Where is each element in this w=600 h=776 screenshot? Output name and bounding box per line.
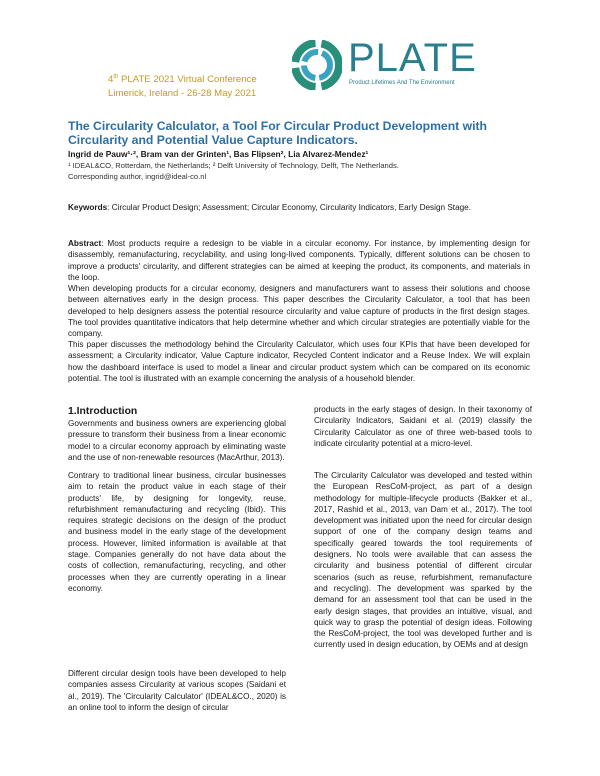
abstract-label: Abstract [68, 239, 102, 248]
logo-wordmark: PLATE [348, 36, 477, 80]
abstract-text-1: : Most products require a redesign to be viable in a circular economy. For instance, by implementing design for disassembly, remanufacturing, recyclability, and using long-lived components. Typically, different solutions can be chosen to improve a products' circularity, and different strategies can be aimed at keeping the product, its components, and materials in the loop. [68, 239, 530, 282]
keywords-text: : Circular Product Design; Assessment; Circular Economy, Circularity Indicators, Early Design Stage. [107, 203, 472, 212]
intro-col1-paragraph-1: Governments and business owners are experiencing global pressure to transform their business from a linear economic model to a circular economy approach by eliminating waste and the use of non-renewable resources (MacArthur, 2013). [68, 419, 286, 462]
plate-logo [292, 36, 492, 96]
conference-sup: th [113, 74, 119, 80]
conference-line-2: Limerick, Ireland - 26-28 May 2021 [108, 88, 257, 100]
conference-name: PLATE 2021 Virtual Conference [118, 74, 257, 86]
section-heading-introduction: 1.Introduction [68, 406, 138, 417]
paper-authors: Ingrid de Pauw¹·², Bram van der Grinten¹, Bas Flipsen², Lia Alvarez-Mendez¹ [68, 149, 369, 159]
conference-ordinal: 4 [108, 74, 114, 86]
corresponding-author: Corresponding author, ingrid@ideal-co.nl [68, 172, 207, 181]
intro-col1-paragraph-3: Different circular design tools have been developed to help companies assess Circularity at various scopes (Saidani et al., 2019). The 'Circularity Calculator' (IDEAL&CO., 2020) is an online tool to inform the design of circular [68, 669, 286, 712]
intro-col2-paragraph-1: products in the early stages of design. In their taxonomy of Circularity Indicators, Saidani et al. (2019) classify the Circularity Calculator as one of three web-based tools to indicate circularity potential at a micro-level. [314, 405, 532, 448]
affiliations: ¹ IDEAL&CO, Rotterdam, the Netherlands; ² Delft University of Technology, Delft, The Netherlands. [68, 161, 399, 170]
plate-logo-icon [292, 40, 342, 90]
keywords-label: Keywords [68, 203, 108, 212]
conference-line-1 [108, 70, 257, 87]
affiliations-block [68, 160, 538, 182]
logo-tagline: Product Lifetimes And The Environment [349, 80, 455, 86]
conference-info [108, 70, 257, 101]
intro-col2-paragraph-2: The Circularity Calculator was developed and tested within the European ResCoM-project, as part of a design methodology for multiple-lifecycle products (Bakker et al., 2017, Rashid et al., 2013, van Dam et al., 2017). The tool development was initiated upon the need for circular design support of one of the company design teams and specifically geared towards the tool requirements of designers. No tools were available that can assess the circularity and business potential of different circular scenarios (such as reuse, refurbishment, remanufacture and recycling). The development was sparked by the demand for an assessment tool that can be used in the early design stages, that provides an intuitive, visual, and quick way to grasp the potential of design ideas. Following the ResCoM-project, the tool was developed further and is currently used in design education, by OEMs and at design [314, 471, 532, 650]
abstract-paragraph-2: When developing products for a circular economy, designers and manufacturers want to assess their solutions and choose between alternatives early in the design process. This paper describes the Circularity Calculator, a tool that has been developed to help designers assess the potential resource circularity and value capture of products in the first design stages. The tool provides quantitative indicators that help determine whether and which circular strategies are potentially viable for the company. [68, 284, 530, 339]
paper-title: The Circularity Calculator, a Tool For Circular Product Development with Circularity and Potential Value Capture Indicators. [68, 119, 487, 148]
abstract-paragraph-3: This paper discusses the methodology behind the Circularity Calculator, which uses four KPIs that have been developed for assessment; a Circularity indicator, Value Capture indicator, Recycled Content indicator and a Reuse Index. We will explain how the dashboard interface is used to model a linear and circular product system which can be compared on its economic potential. The tool is illustrated with an example concerning the analysis of a household blender. [68, 340, 530, 383]
abstract-paragraph-1 [68, 238, 530, 283]
keywords [68, 202, 530, 213]
intro-col1-paragraph-2: Contrary to traditional linear business, circular businesses aim to retain the product value in each stage of their products' life, by designing for longevity, reuse, refurbishment remanufacturing and recycling (Ibid). This requires strategic decisions on the design of the product and business model in the early stage of the development process. However, limited information is available at that stage. Companies generally do not have data about the costs of collection, remanufacturing, recycling, and other processes when they are currently operating in a linear economy. [68, 471, 286, 593]
